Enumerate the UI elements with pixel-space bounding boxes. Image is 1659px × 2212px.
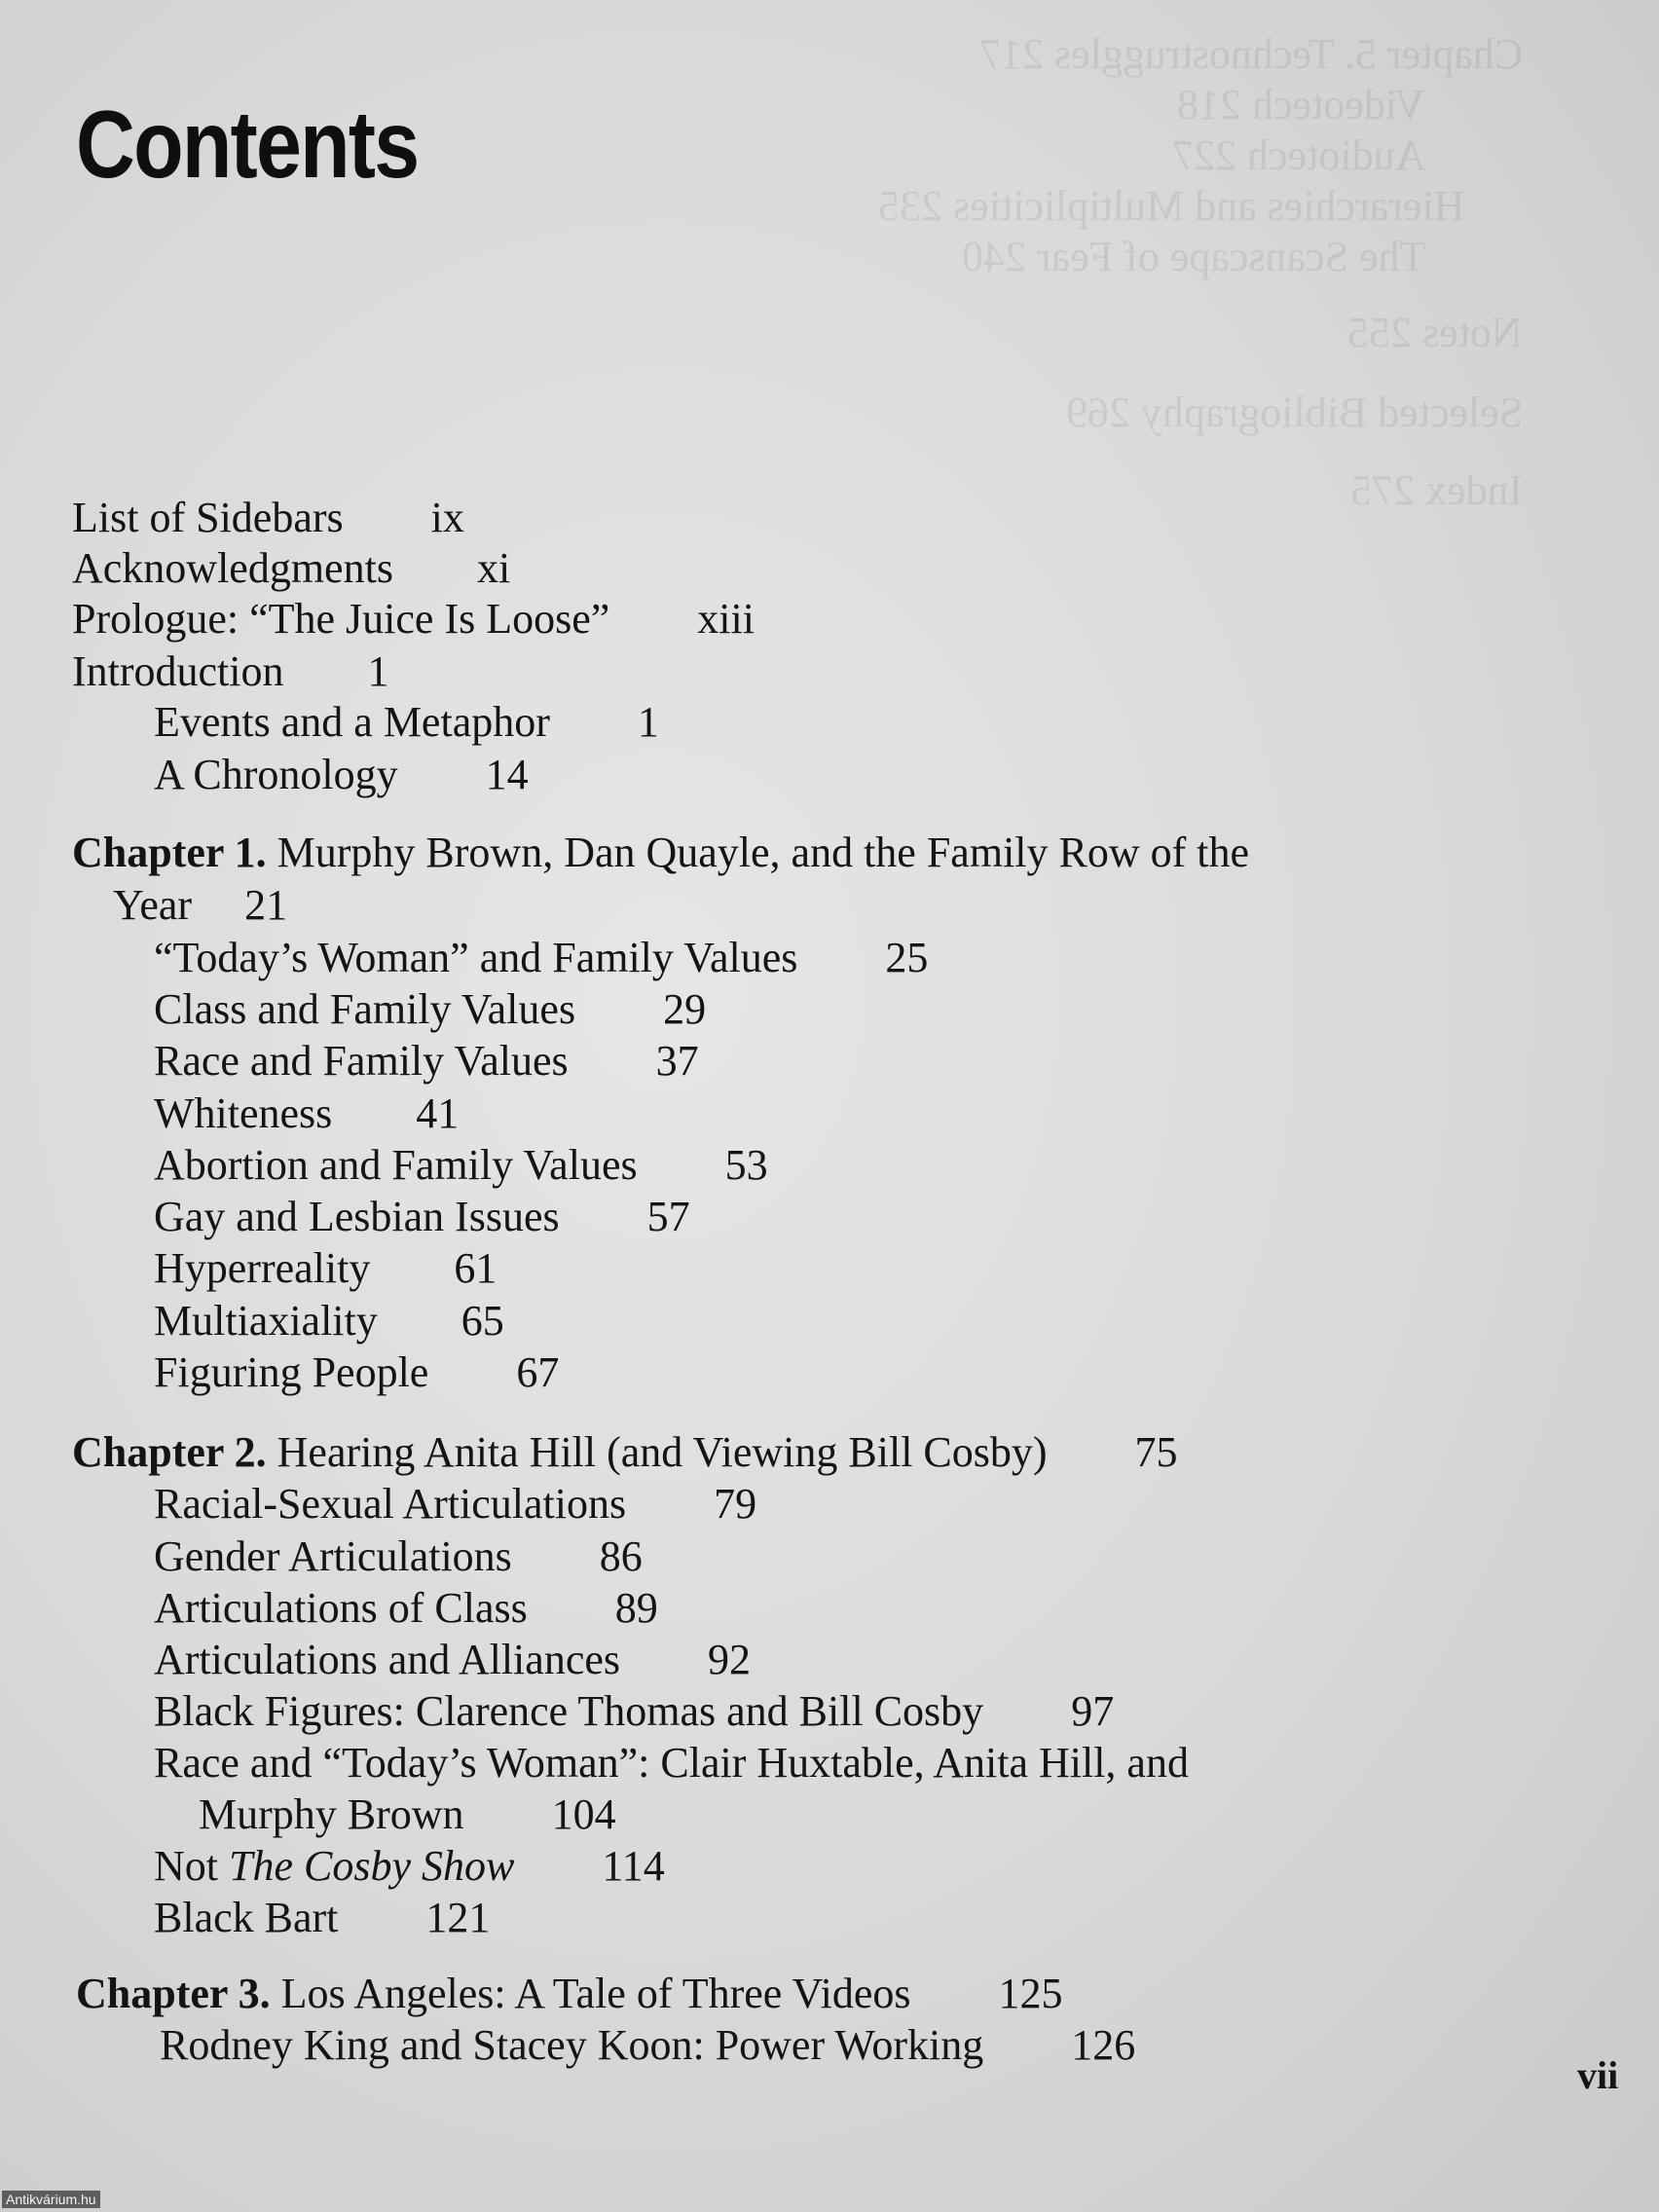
toc-section (154, 698, 659, 746)
section-title: Hyperreality (154, 1244, 371, 1292)
entry-page: 1 (367, 647, 389, 695)
entry-page: ix (430, 494, 464, 541)
chapter-label: Chapter 1. (72, 829, 267, 876)
section-page: 57 (646, 1193, 690, 1240)
section-title: Multiaxiality (154, 1297, 378, 1345)
section-title: A Chronology (154, 751, 398, 798)
chapter-label: Chapter 3. (76, 1970, 271, 2017)
section-page: 29 (663, 985, 707, 1033)
section-title: Racial-Sexual Articulations (154, 1480, 627, 1528)
section-page: 79 (714, 1480, 757, 1528)
section-page: 114 (602, 1842, 665, 1890)
section-title: Gender Articulations (154, 1532, 512, 1580)
toc-section (160, 2021, 1136, 2069)
toc-section (154, 1089, 460, 1137)
toc-section (154, 1348, 560, 1396)
chapter-page: 125 (998, 1970, 1063, 2017)
section-title-cont: Murphy Brown (199, 1790, 464, 1838)
chapter-title: Los Angeles: A Tale of Three Videos (280, 1970, 911, 2017)
section-title: Race and “Today’s Woman”: Clair Huxtable, Anita Hill, and (154, 1739, 1189, 1787)
toc-chapter-1-cont (113, 881, 288, 929)
section-title-italic: The Cosby Show (229, 1842, 515, 1890)
section-title-prefix: Not (154, 1842, 218, 1890)
entry-page: xi (476, 544, 511, 592)
toc-section (154, 1297, 504, 1345)
section-page: 61 (454, 1244, 498, 1292)
contents-page: Chapter 5. Technostruggles 217 Videotech 218 Audiotech 227 Hierarchies and Multiplicities 235 The Scanscape of Fear 240 Notes 255 Selected Bibliography 269 Index 275 Contents List of Sidebars ix Acknowledgments xi Prologue: “The Juice Is Loose” xiii Introduction 1 Events and a Metaphor 1 A Chronology 14 Chapter 1. Murphy Brown, Dan Quayle, and the Family Row of the Year 21 “Today’s Woman” and Family Values 25 Class and Family Values 29 Race and Family Values 37 Whiteness 41 Abortion and Family Values 53 Gay and Lesbian Issues 57 Hyperreality 61 Multiaxiality 65 Figuring People 67 Chapter 2. Hearing Anita Hill (and Viewing Bill Cosby) 75 Racial-Sexual Articulations 79 Gender Articulations 86 Articulations of Class 89 Articulations and Alliances 92 Black Figures: Clarence Thomas and Bill Cosby 97 Race and “Today’s Woman”: Clair Huxtable, Anita Hill, and Murphy Brown 104 Not The Cosby Show 114 Black Bart 121 Chapter 3. Los Angeles: A Tale of Three Videos 125 Rodney King and Stacey Koon: Power Working 126 vii Antikvárium.hu (0, 0, 1659, 2212)
toc-section (154, 1842, 665, 1890)
section-page: 67 (516, 1348, 560, 1396)
toc-entry-prologue (72, 595, 755, 643)
toc-chapter-3 (76, 1972, 1063, 2015)
toc-section (154, 1037, 699, 1085)
section-title: Abortion and Family Values (154, 1141, 638, 1189)
chapter-page: 21 (244, 881, 288, 929)
section-title: “Today’s Woman” and Family Values (154, 934, 798, 981)
toc-section (154, 1193, 690, 1240)
section-title: Black Bart (154, 1894, 339, 1941)
watermark: Antikvárium.hu (2, 2191, 100, 2208)
section-title: Articulations and Alliances (154, 1636, 620, 1683)
section-page: 97 (1071, 1687, 1115, 1735)
section-page: 37 (655, 1037, 699, 1085)
entry-title: Introduction (72, 647, 284, 695)
section-title: Articulations of Class (154, 1584, 528, 1632)
page-title: Contents (76, 91, 419, 198)
toc-section (154, 1636, 751, 1683)
toc-entry-acknowledgments (72, 544, 511, 592)
section-page: 126 (1071, 2021, 1136, 2069)
section-page: 86 (599, 1532, 643, 1580)
entry-title: Acknowledgments (72, 544, 393, 592)
toc-section (154, 1739, 1189, 1787)
section-title: Rodney King and Stacey Koon: Power Working (160, 2021, 984, 2069)
section-title: Events and a Metaphor (154, 698, 550, 746)
section-title: Figuring People (154, 1348, 429, 1396)
section-title: Whiteness (154, 1089, 333, 1137)
chapter-title: Murphy Brown, Dan Quayle, and the Family Row of the (276, 829, 1250, 876)
chapter-title: Hearing Anita Hill (and Viewing Bill Cosby) (276, 1428, 1048, 1476)
page-number: vii (1577, 2053, 1619, 2097)
toc-entry-list-of-sidebars (72, 494, 464, 541)
section-page: 89 (614, 1584, 658, 1632)
toc-chapter-1 (72, 831, 1249, 874)
section-title: Black Figures: Clarence Thomas and Bill Cosby (154, 1687, 984, 1735)
toc-section (154, 1894, 491, 1941)
entry-title: List of Sidebars (72, 494, 344, 541)
toc-section (154, 985, 707, 1033)
toc-section (154, 1480, 757, 1528)
toc-section-cont (199, 1790, 616, 1838)
toc-section (154, 1584, 658, 1632)
toc-section (154, 1687, 1115, 1735)
section-page: 121 (425, 1894, 491, 1941)
toc-section (154, 1532, 643, 1580)
toc-entry-introduction (72, 647, 389, 695)
section-title: Gay and Lesbian Issues (154, 1193, 560, 1240)
section-page: 65 (461, 1297, 504, 1345)
toc-section (154, 1141, 768, 1189)
entry-page: xiii (697, 595, 755, 643)
toc-section (154, 1244, 498, 1292)
chapter-label: Chapter 2. (72, 1428, 267, 1476)
section-title: Race and Family Values (154, 1037, 569, 1085)
section-page: 14 (485, 751, 529, 798)
toc-chapter-2 (72, 1428, 1178, 1476)
section-page: 53 (724, 1141, 768, 1189)
entry-title: Prologue: “The Juice Is Loose” (72, 595, 610, 643)
section-page: 41 (416, 1089, 460, 1137)
section-page: 1 (637, 698, 659, 746)
toc-section (154, 751, 529, 798)
chapter-title-cont: Year (113, 881, 193, 929)
section-page: 25 (885, 934, 929, 981)
section-page: 104 (551, 1790, 616, 1838)
chapter-page: 75 (1134, 1428, 1178, 1476)
section-page: 92 (708, 1636, 751, 1683)
section-title: Class and Family Values (154, 985, 576, 1033)
toc-section (154, 934, 929, 981)
